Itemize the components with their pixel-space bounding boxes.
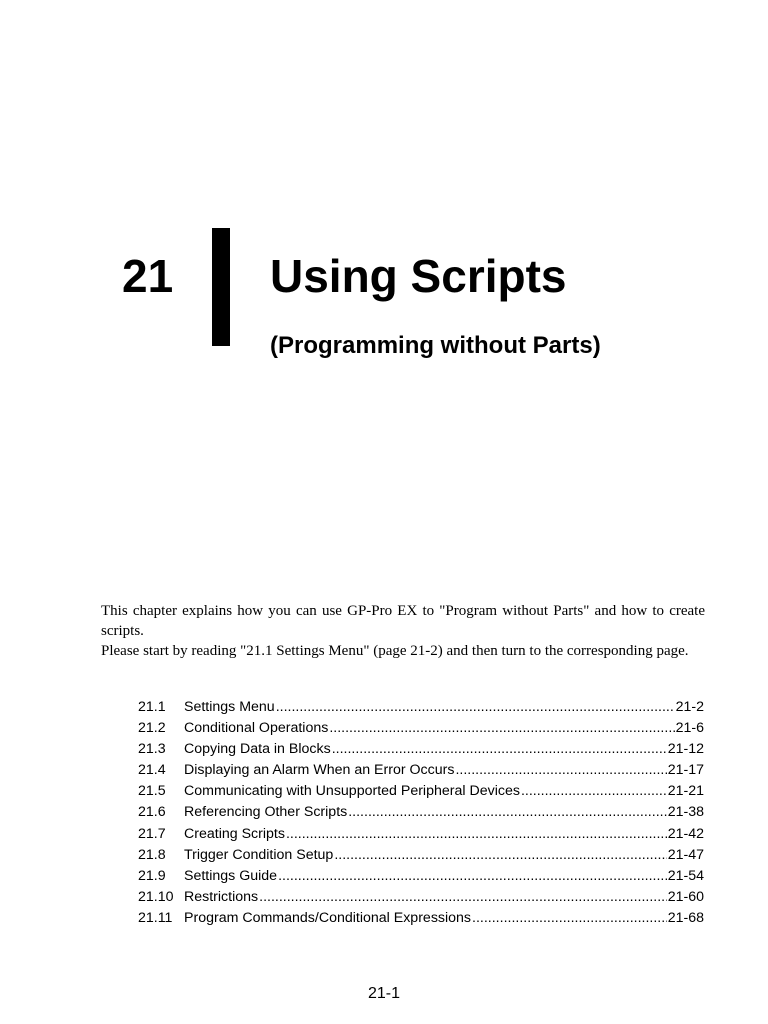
toc-entry-title: Conditional Operations bbox=[184, 720, 329, 737]
chapter-number: 21 bbox=[122, 250, 174, 302]
toc-entry-number: 21.4 bbox=[138, 762, 166, 779]
toc-entry-page: 21-21 bbox=[667, 783, 704, 800]
page-number: 21-1 bbox=[367, 985, 401, 1002]
toc-entry-title: Program Commands/Conditional Expressions bbox=[184, 909, 472, 926]
toc-entry-title: Settings Menu bbox=[184, 699, 275, 715]
toc-entry-number: 21.2 bbox=[138, 720, 166, 737]
toc-entry-page: 21-42 bbox=[667, 825, 704, 842]
toc-dot-leader bbox=[521, 781, 667, 802]
toc-dot-leader bbox=[259, 887, 667, 908]
toc-entry-title: Settings Guide bbox=[184, 867, 278, 884]
toc-entry-page: 21-54 bbox=[667, 867, 704, 884]
chapter-divider-bar bbox=[212, 228, 230, 346]
toc-dot-leader bbox=[329, 718, 674, 739]
toc-entry-page: 21-68 bbox=[667, 909, 704, 926]
toc-entry-21-4[interactable] bbox=[138, 760, 704, 781]
toc-entry-title: Copying Data in Blocks bbox=[184, 741, 331, 758]
toc-entry-21-10[interactable] bbox=[138, 887, 704, 908]
toc-entry-page: 21-2 bbox=[675, 699, 704, 715]
toc-dot-leader bbox=[472, 908, 667, 929]
toc-entry-21-11[interactable] bbox=[138, 908, 704, 929]
toc-entry-21-7[interactable] bbox=[138, 824, 704, 845]
toc-dot-leader bbox=[332, 739, 667, 760]
toc-entry-number: 21.11 bbox=[138, 909, 173, 926]
toc-entry-number: 21.6 bbox=[138, 804, 166, 821]
toc-entry-title: Trigger Condition Setup bbox=[184, 846, 334, 863]
toc-entry-page: 21-6 bbox=[675, 720, 704, 737]
toc-entry-number: 21.9 bbox=[138, 867, 166, 884]
toc-entry-21-9[interactable] bbox=[138, 866, 704, 887]
toc-entry-number: 21.8 bbox=[138, 846, 166, 863]
toc-entry-page: 21-38 bbox=[667, 804, 704, 821]
toc-entry-number: 21.5 bbox=[138, 783, 166, 800]
toc-entry-title: Displaying an Alarm When an Error Occurs bbox=[184, 762, 455, 779]
toc-entry-21-2[interactable] bbox=[138, 718, 704, 739]
toc-entry-page: 21-17 bbox=[667, 762, 704, 779]
toc-entry-21-5[interactable] bbox=[138, 781, 704, 802]
toc-entry-21-1[interactable] bbox=[138, 697, 704, 718]
toc-entry-title: Communicating with Unsupported Peripheral Devices bbox=[184, 783, 520, 800]
chapter-title: Using Scripts bbox=[270, 250, 567, 302]
toc-entry-number: 21.3 bbox=[138, 741, 166, 758]
intro-paragraph-2: Please start by reading "21.1 Settings Menu" (page 21-2) and then turn to the corresponding page. bbox=[101, 643, 689, 659]
toc-entry-page: 21-47 bbox=[667, 846, 704, 863]
toc-entry-number: 21.1 bbox=[138, 699, 166, 715]
toc-entry-page: 21-12 bbox=[667, 741, 704, 758]
toc-entry-page: 21-60 bbox=[667, 888, 704, 905]
toc-entry-title: Creating Scripts bbox=[184, 825, 285, 842]
toc-entry-21-8[interactable] bbox=[138, 845, 704, 866]
toc-dot-leader bbox=[455, 760, 666, 781]
toc-dot-leader bbox=[278, 866, 667, 887]
toc-entry-21-3[interactable] bbox=[138, 739, 704, 760]
toc-entry-21-6[interactable] bbox=[138, 802, 704, 823]
toc-dot-leader bbox=[286, 824, 667, 845]
toc-entry-number: 21.7 bbox=[138, 825, 166, 842]
toc-dot-leader bbox=[334, 845, 666, 866]
toc-entry-title: Restrictions bbox=[184, 888, 259, 905]
toc-dot-leader bbox=[348, 802, 666, 823]
toc-dot-leader bbox=[276, 697, 675, 718]
table-of-contents bbox=[138, 697, 704, 929]
toc-entry-number: 21.10 bbox=[138, 888, 174, 905]
toc-entry-title: Referencing Other Scripts bbox=[184, 804, 348, 821]
intro-paragraph-1: This chapter explains how you can use GP-Pro EX to "Program without Parts" and how to create scripts. bbox=[101, 603, 705, 639]
chapter-subtitle: (Programming without Parts) bbox=[270, 332, 601, 359]
chapter-intro bbox=[101, 601, 705, 661]
